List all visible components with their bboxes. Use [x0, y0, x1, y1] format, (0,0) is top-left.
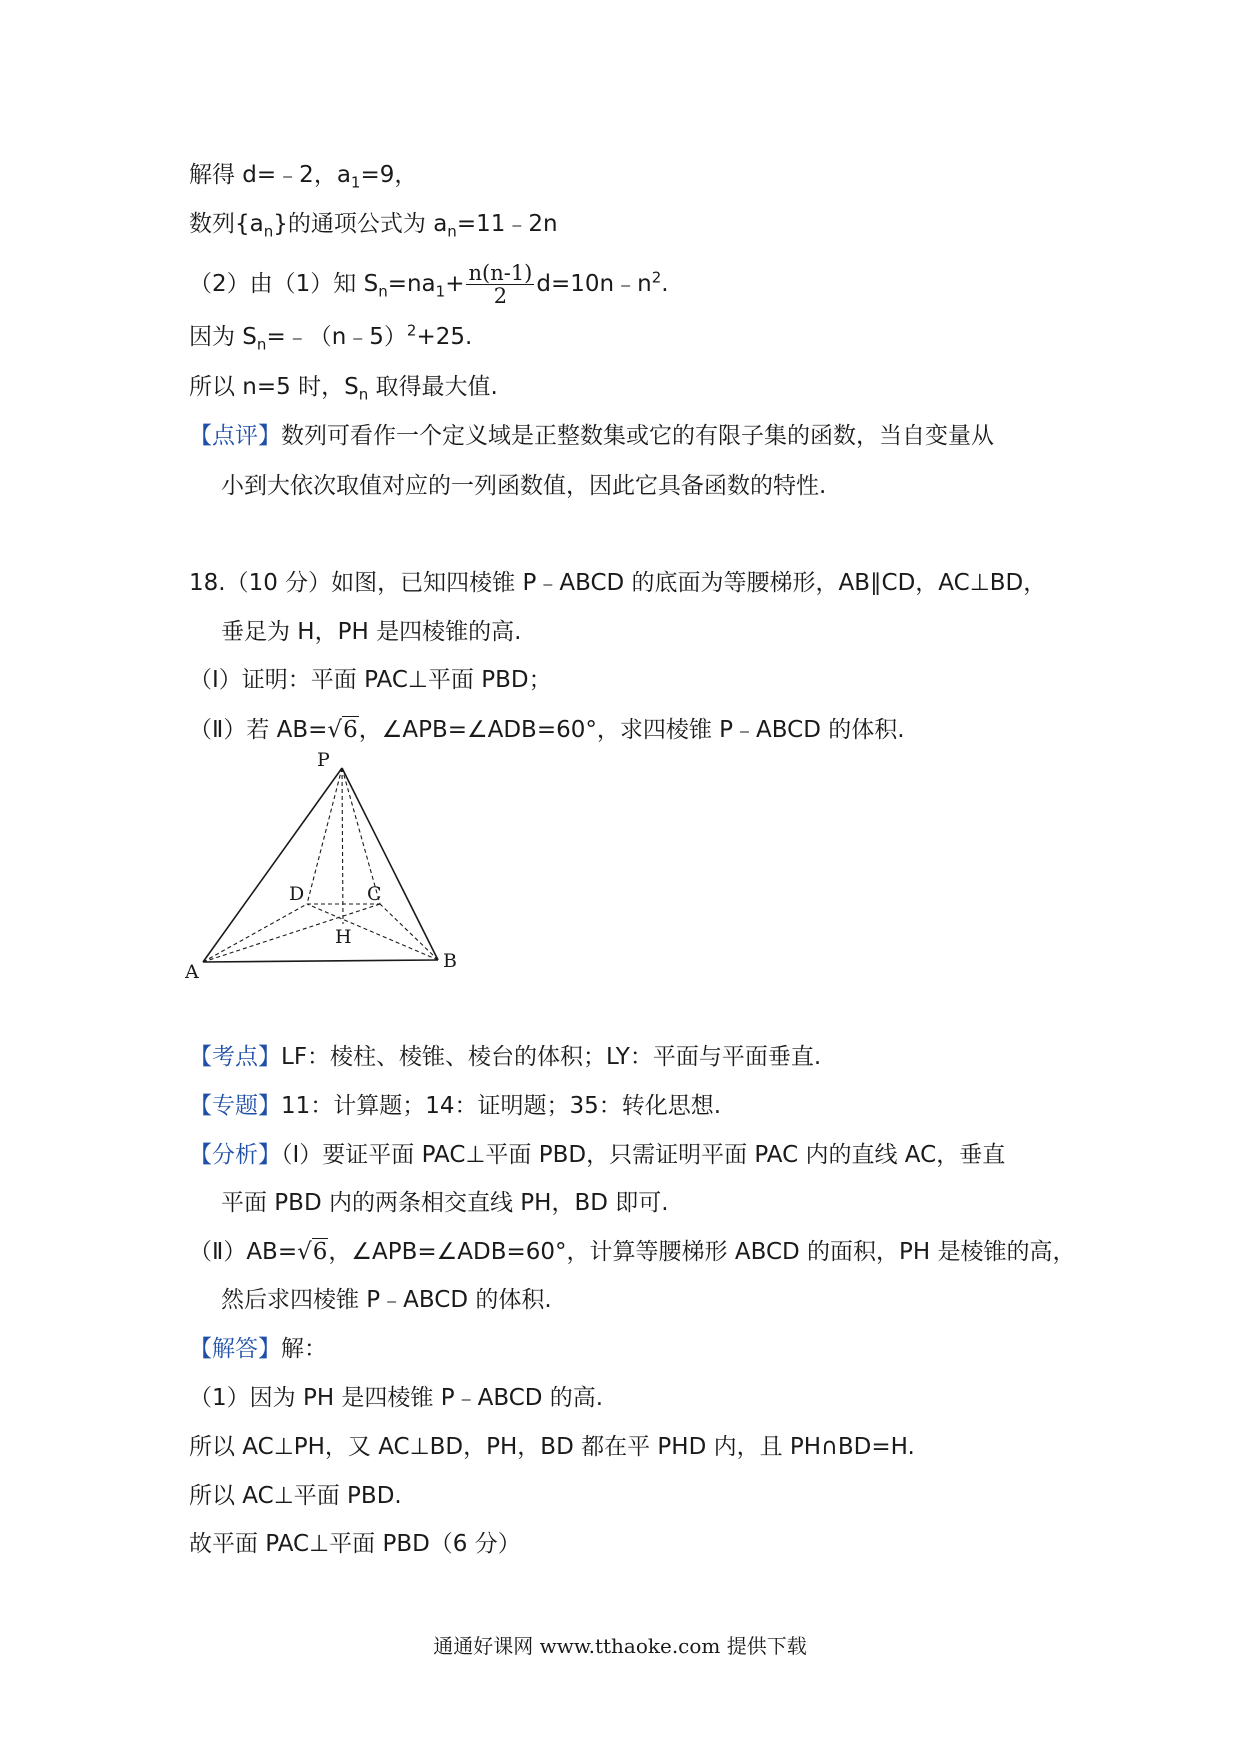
page-footer: 通通好课网 www.tthaoke.com 提供下载	[433, 1634, 807, 1658]
edge-pd	[307, 768, 342, 904]
tag-kaodian: 【考点】	[189, 1044, 281, 1070]
tag-comment: 【点评】	[189, 423, 281, 449]
line-sum-formula: （2）由（1）知 $S_n=na_1+$ $\frac{n(n-1)}{2}$ $d=10n﹣n^2$.	[189, 261, 669, 308]
label-a: A	[185, 961, 199, 982]
line-max-value: 所以 n=5 时，$S_n$ 取得最大值.	[189, 374, 498, 404]
line-comment-cont: 小到大依次取值对应的一列函数值，因此它具备函数的特性.	[221, 473, 827, 499]
tag-fenxi: 【分析】	[189, 1142, 281, 1168]
label-c: C	[367, 883, 382, 905]
line-problem-18-cont: 垂足为 H，PH 是四棱锥的高.	[221, 619, 522, 645]
line-solve-d: 解得 d=﹣2，$a_1=9$，	[189, 162, 418, 192]
line-zhuanti: 【专题】11：计算题；14：证明题；35：转化思想.	[189, 1093, 722, 1119]
line-fenxi-cont: 平面 PBD 内的两条相交直线 PH，BD 即可.	[221, 1190, 669, 1216]
line-sn-square: 因为 $S_n=﹣(n﹣5)^2+25$.	[189, 321, 473, 354]
line-fenxi-part-2: （Ⅱ）AB=√6，∠APB=∠ADB=60°，计算等腰梯形 ABCD 的面积，PH 是棱锥的高，	[189, 1239, 1076, 1265]
line-solution-4: 故平面 PAC⊥平面 PBD（6 分）	[189, 1531, 521, 1557]
tag-jieda: 【解答】	[189, 1336, 281, 1362]
label-d: D	[289, 883, 305, 905]
line-solution-2: 所以 AC⊥PH，又 AC⊥BD，PH，BD 都在平 PHD 内，且 PH∩BD=H.	[189, 1434, 915, 1460]
line-part-2: （Ⅱ）若 AB=√6，∠APB=∠ADB=60°，求四棱锥 P﹣ABCD 的体积.	[189, 717, 905, 743]
label-h: H	[335, 926, 352, 948]
edge-bc	[380, 904, 438, 960]
edge-pa	[203, 768, 342, 962]
line-problem-18: 18.（10 分）如图，已知四棱锥 P﹣ABCD 的底面为等腰梯形，AB∥CD，AC⊥BD，	[189, 570, 1047, 596]
label-p: P	[317, 752, 330, 771]
sqrt-6: √6	[327, 717, 358, 743]
line-fenxi-part-2-cont: 然后求四棱锥 P﹣ABCD 的体积.	[221, 1287, 552, 1313]
diag-bd	[307, 904, 438, 960]
fraction-n-n-minus-1-over-2: $\frac{n(n-1)}{2}$	[468, 261, 533, 308]
line-general-term: 数列$\{a_n\}$的通项公式为 $a_n=11﹣2n$	[189, 211, 558, 241]
line-jieda: 【解答】解：	[189, 1336, 327, 1362]
line-fenxi: 【分析】（Ⅰ）要证平面 PAC⊥平面 PBD，只需证明平面 PAC 内的直线 AC，垂直	[189, 1142, 1006, 1168]
sqrt-6-b: √6	[297, 1239, 328, 1265]
label-b: B	[443, 950, 457, 972]
line-part-1: （Ⅰ）证明：平面 PAC⊥平面 PBD；	[189, 667, 552, 693]
pyramid-figure	[185, 752, 475, 982]
line-solution-1: （1）因为 PH 是四棱锥 P﹣ABCD 的高.	[189, 1385, 604, 1411]
tag-zhuanti: 【专题】	[189, 1093, 281, 1119]
line-solution-3: 所以 AC⊥平面 PBD.	[189, 1483, 402, 1509]
edge-ph	[342, 768, 343, 924]
line-comment: 【点评】数列可看作一个定义域是正整数集或它的有限子集的函数，当自变量从	[189, 423, 994, 449]
edge-ab	[203, 960, 438, 962]
line-kaodian: 【考点】LF：棱柱、棱锥、棱台的体积；LY：平面与平面垂直.	[189, 1044, 822, 1070]
edge-pb	[342, 768, 438, 960]
